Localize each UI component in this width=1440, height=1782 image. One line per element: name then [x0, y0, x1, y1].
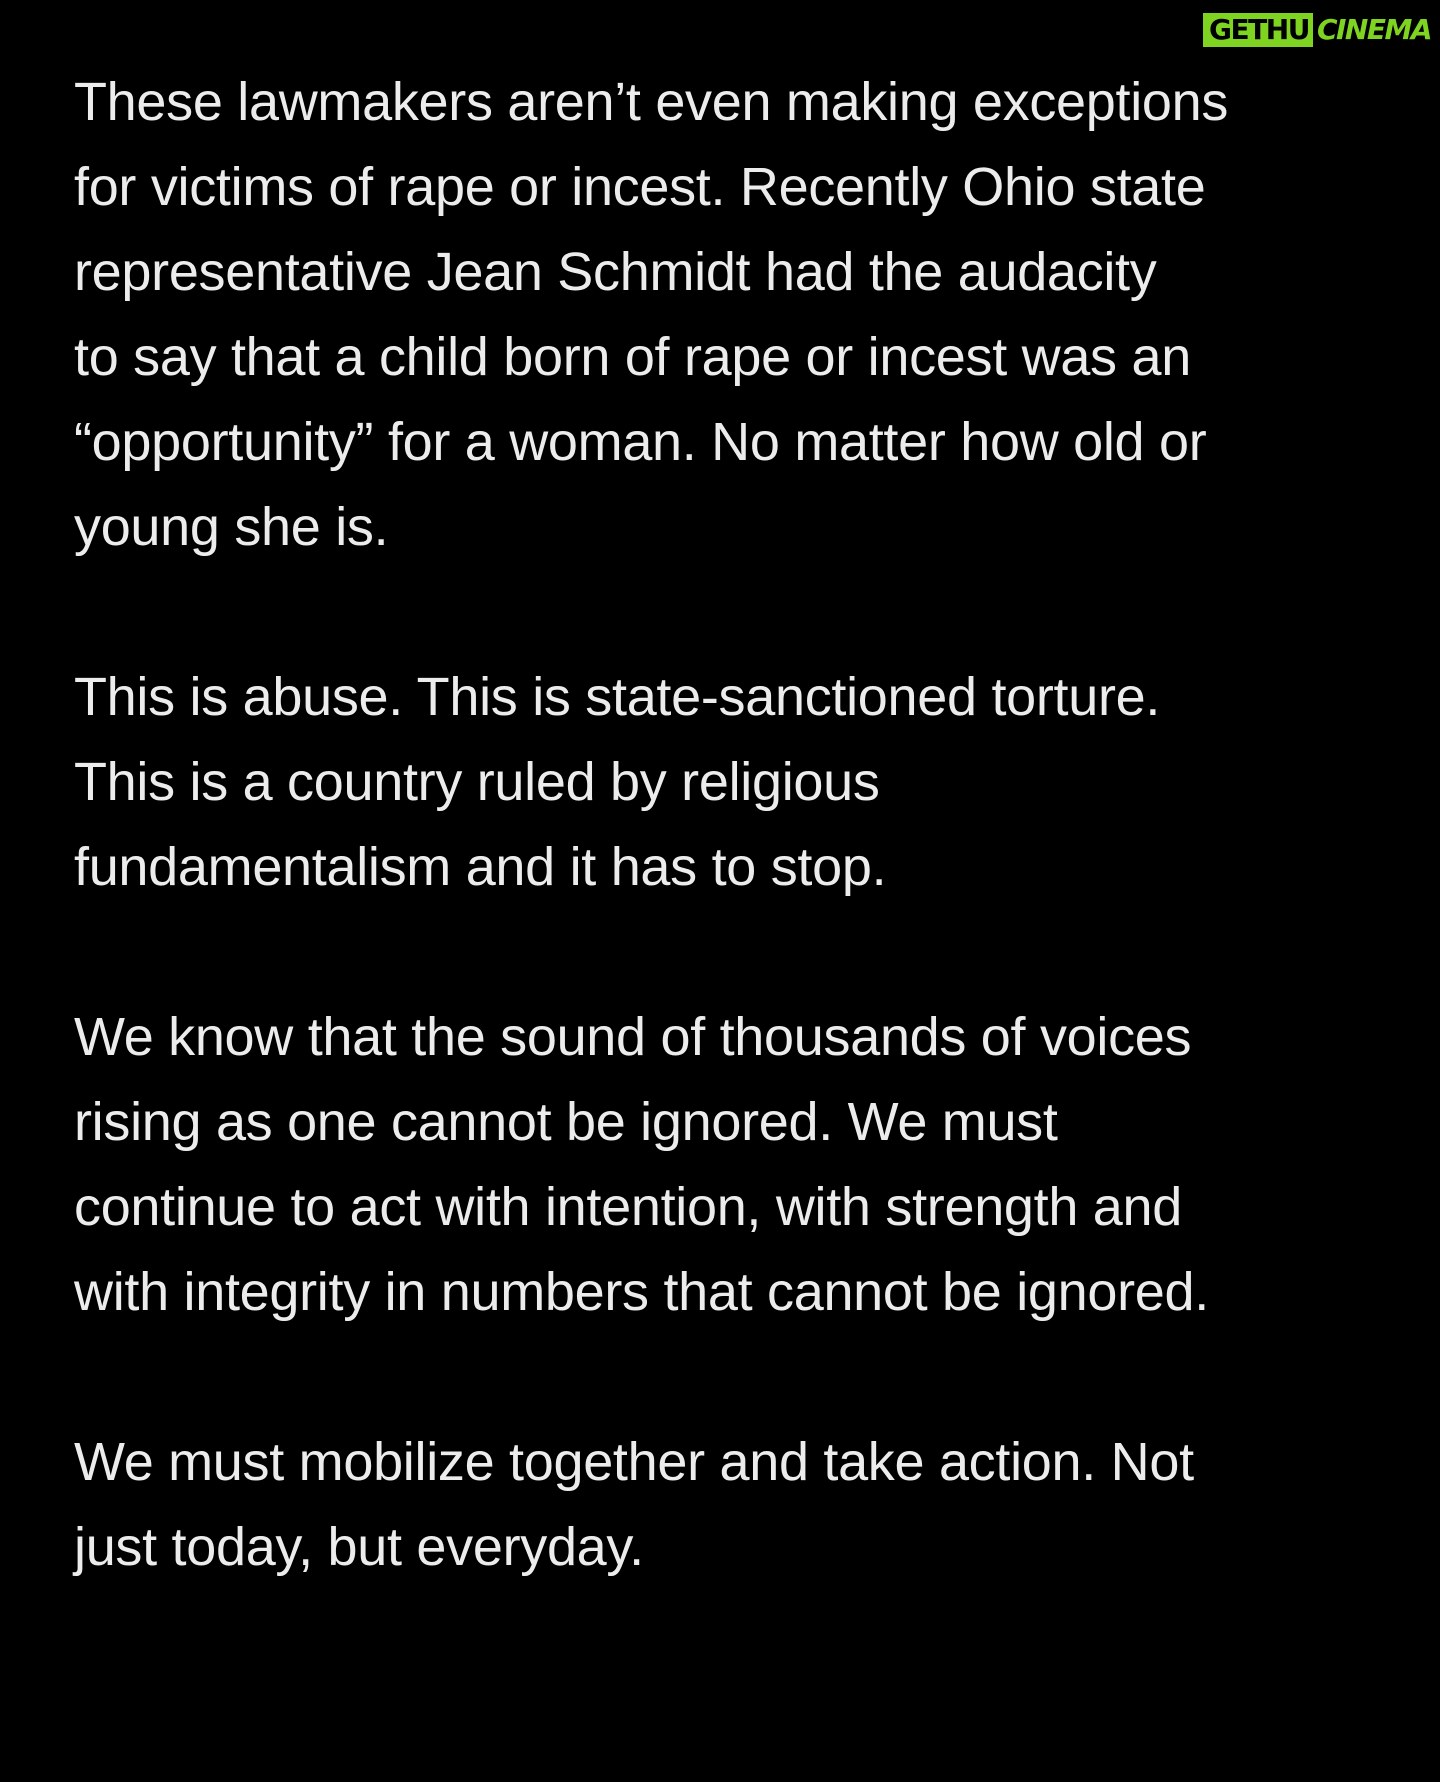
note-line: “opportunity” for a woman. No matter how old or: [74, 412, 1207, 472]
note-line: continue to act with intention, with strength and: [74, 1177, 1182, 1237]
note-paragraph: [74, 60, 1404, 570]
note-line: fundamentalism and it has to stop.: [74, 837, 887, 897]
note-paragraph: [74, 655, 1404, 910]
note-line: young she is.: [74, 497, 389, 557]
note-line: with integrity in numbers that cannot be ignored.: [74, 1262, 1209, 1322]
note-line: rising as one cannot be ignored. We must: [74, 1092, 1058, 1152]
note-line: to say that a child born of rape or incest was an: [74, 327, 1191, 387]
gethu-cinema-watermark-logo: [1203, 13, 1435, 47]
note-line: We must mobilize together and take action. Not: [74, 1432, 1194, 1492]
note-line: This is a country ruled by religious: [74, 752, 880, 812]
note-line: representative Jean Schmidt had the audacity: [74, 242, 1157, 302]
note-line: for victims of rape or incest. Recently Ohio state: [74, 157, 1206, 217]
note-paragraph: [74, 995, 1404, 1335]
note-line: We know that the sound of thousands of voices: [74, 1007, 1192, 1067]
note-paragraph: [74, 1420, 1404, 1590]
watermark-part-gethu: GETHU: [1203, 13, 1313, 47]
watermark-part-cinema: CINEMA: [1313, 13, 1435, 47]
note-line: These lawmakers aren’t even making exceptions: [74, 72, 1229, 132]
note-line: just today, but everyday.: [74, 1517, 644, 1577]
note-line: This is abuse. This is state-sanctioned torture.: [74, 667, 1161, 727]
note-text-body: [74, 60, 1404, 1675]
